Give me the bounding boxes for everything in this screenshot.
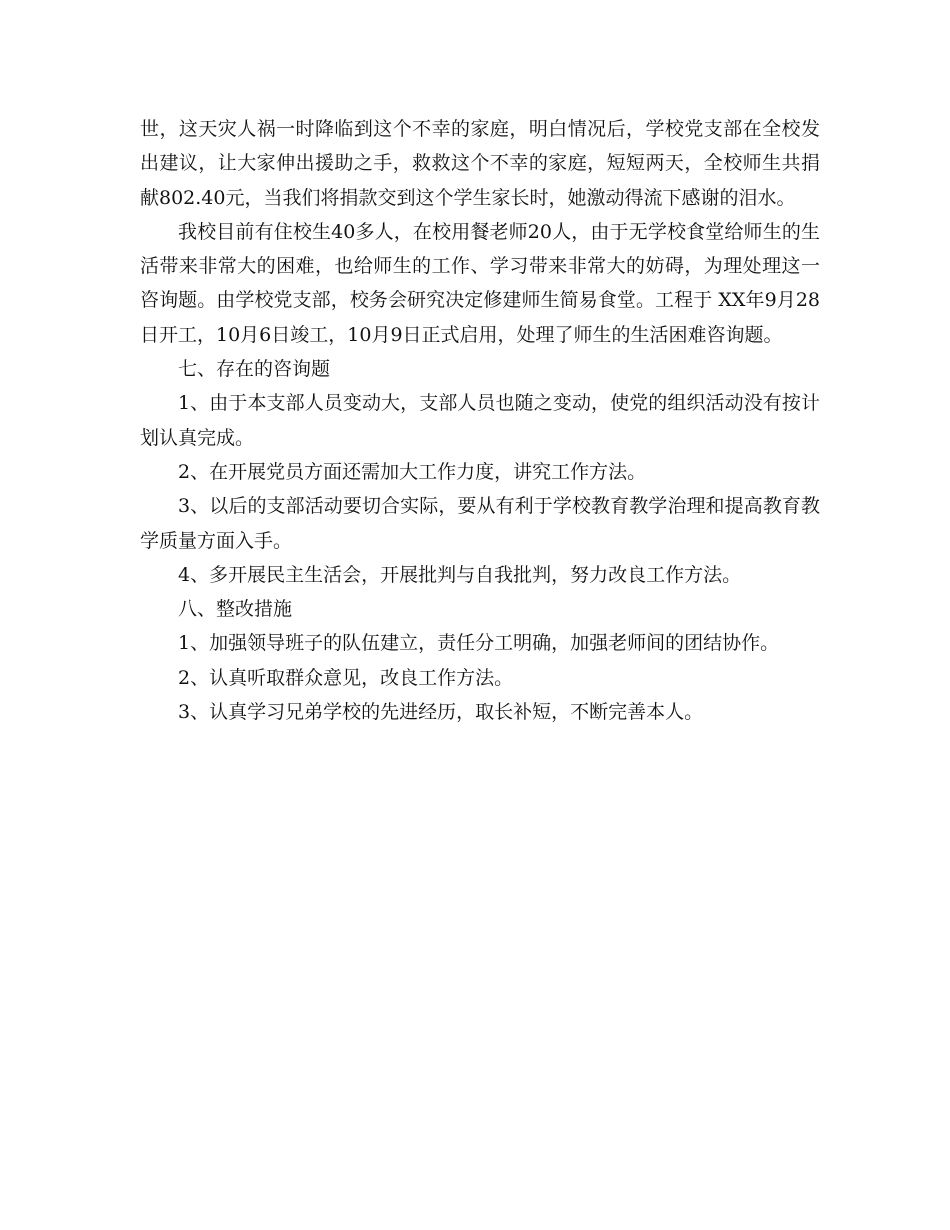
problem-item-1: 1、由于本支部人员变动大，支部人员也随之变动，使党的组织活动没有按计划认真完成。 xyxy=(140,392,820,449)
paragraph-canteen: 我校目前有住校生40多人，在校用餐老师20人，由于无学校食堂给师生的生活带来非常大的困难，也给师生的工作、学习带来非常大的妨碍，为理处理这一咨询题。由学校党支部，校务会研究决定修建师生简易食堂。工程于 XX年9月28日开工，10月6日竣工，10月9日正式启用，处理了师生的生活困难咨询题。 xyxy=(140,220,820,346)
section-heading-rectification: 八、整改措施 xyxy=(178,598,293,621)
measure-item-2: 2、认真听取群众意见，改良工作方法。 xyxy=(178,666,514,689)
measure-item-1: 1、加强领导班子的队伍建立，责任分工明确，加强老师间的团结协作。 xyxy=(178,632,780,655)
section-heading-problems: 七、存在的咨询题 xyxy=(178,358,331,381)
problem-item-3: 3、以后的支部活动要切合实际，要从有利于学校教育教学治理和提高教育教学质量方面入手。 xyxy=(140,495,820,552)
measure-item-3: 3、认真学习兄弟学校的先进经历，取长补短，不断完善本人。 xyxy=(178,701,704,724)
paragraph-donation-continued: 世，这天灾人祸一时降临到这个不幸的家庭，明白情况后，学校党支部在全校发出建议，让大家伸出援助之手，救救这个不幸的家庭，短短两天，全校师生共捐献802.40元，当我们将捐款交到这个学生家长时，她激动得流下感谢的泪水。 xyxy=(140,118,820,209)
problem-item-4: 4、多开展民主生活会，开展批判与自我批判，努力改良工作方法。 xyxy=(178,563,742,586)
document-body xyxy=(140,112,820,729)
problem-item-2: 2、在开展党员方面还需加大工作力度，讲究工作方法。 xyxy=(178,460,647,483)
